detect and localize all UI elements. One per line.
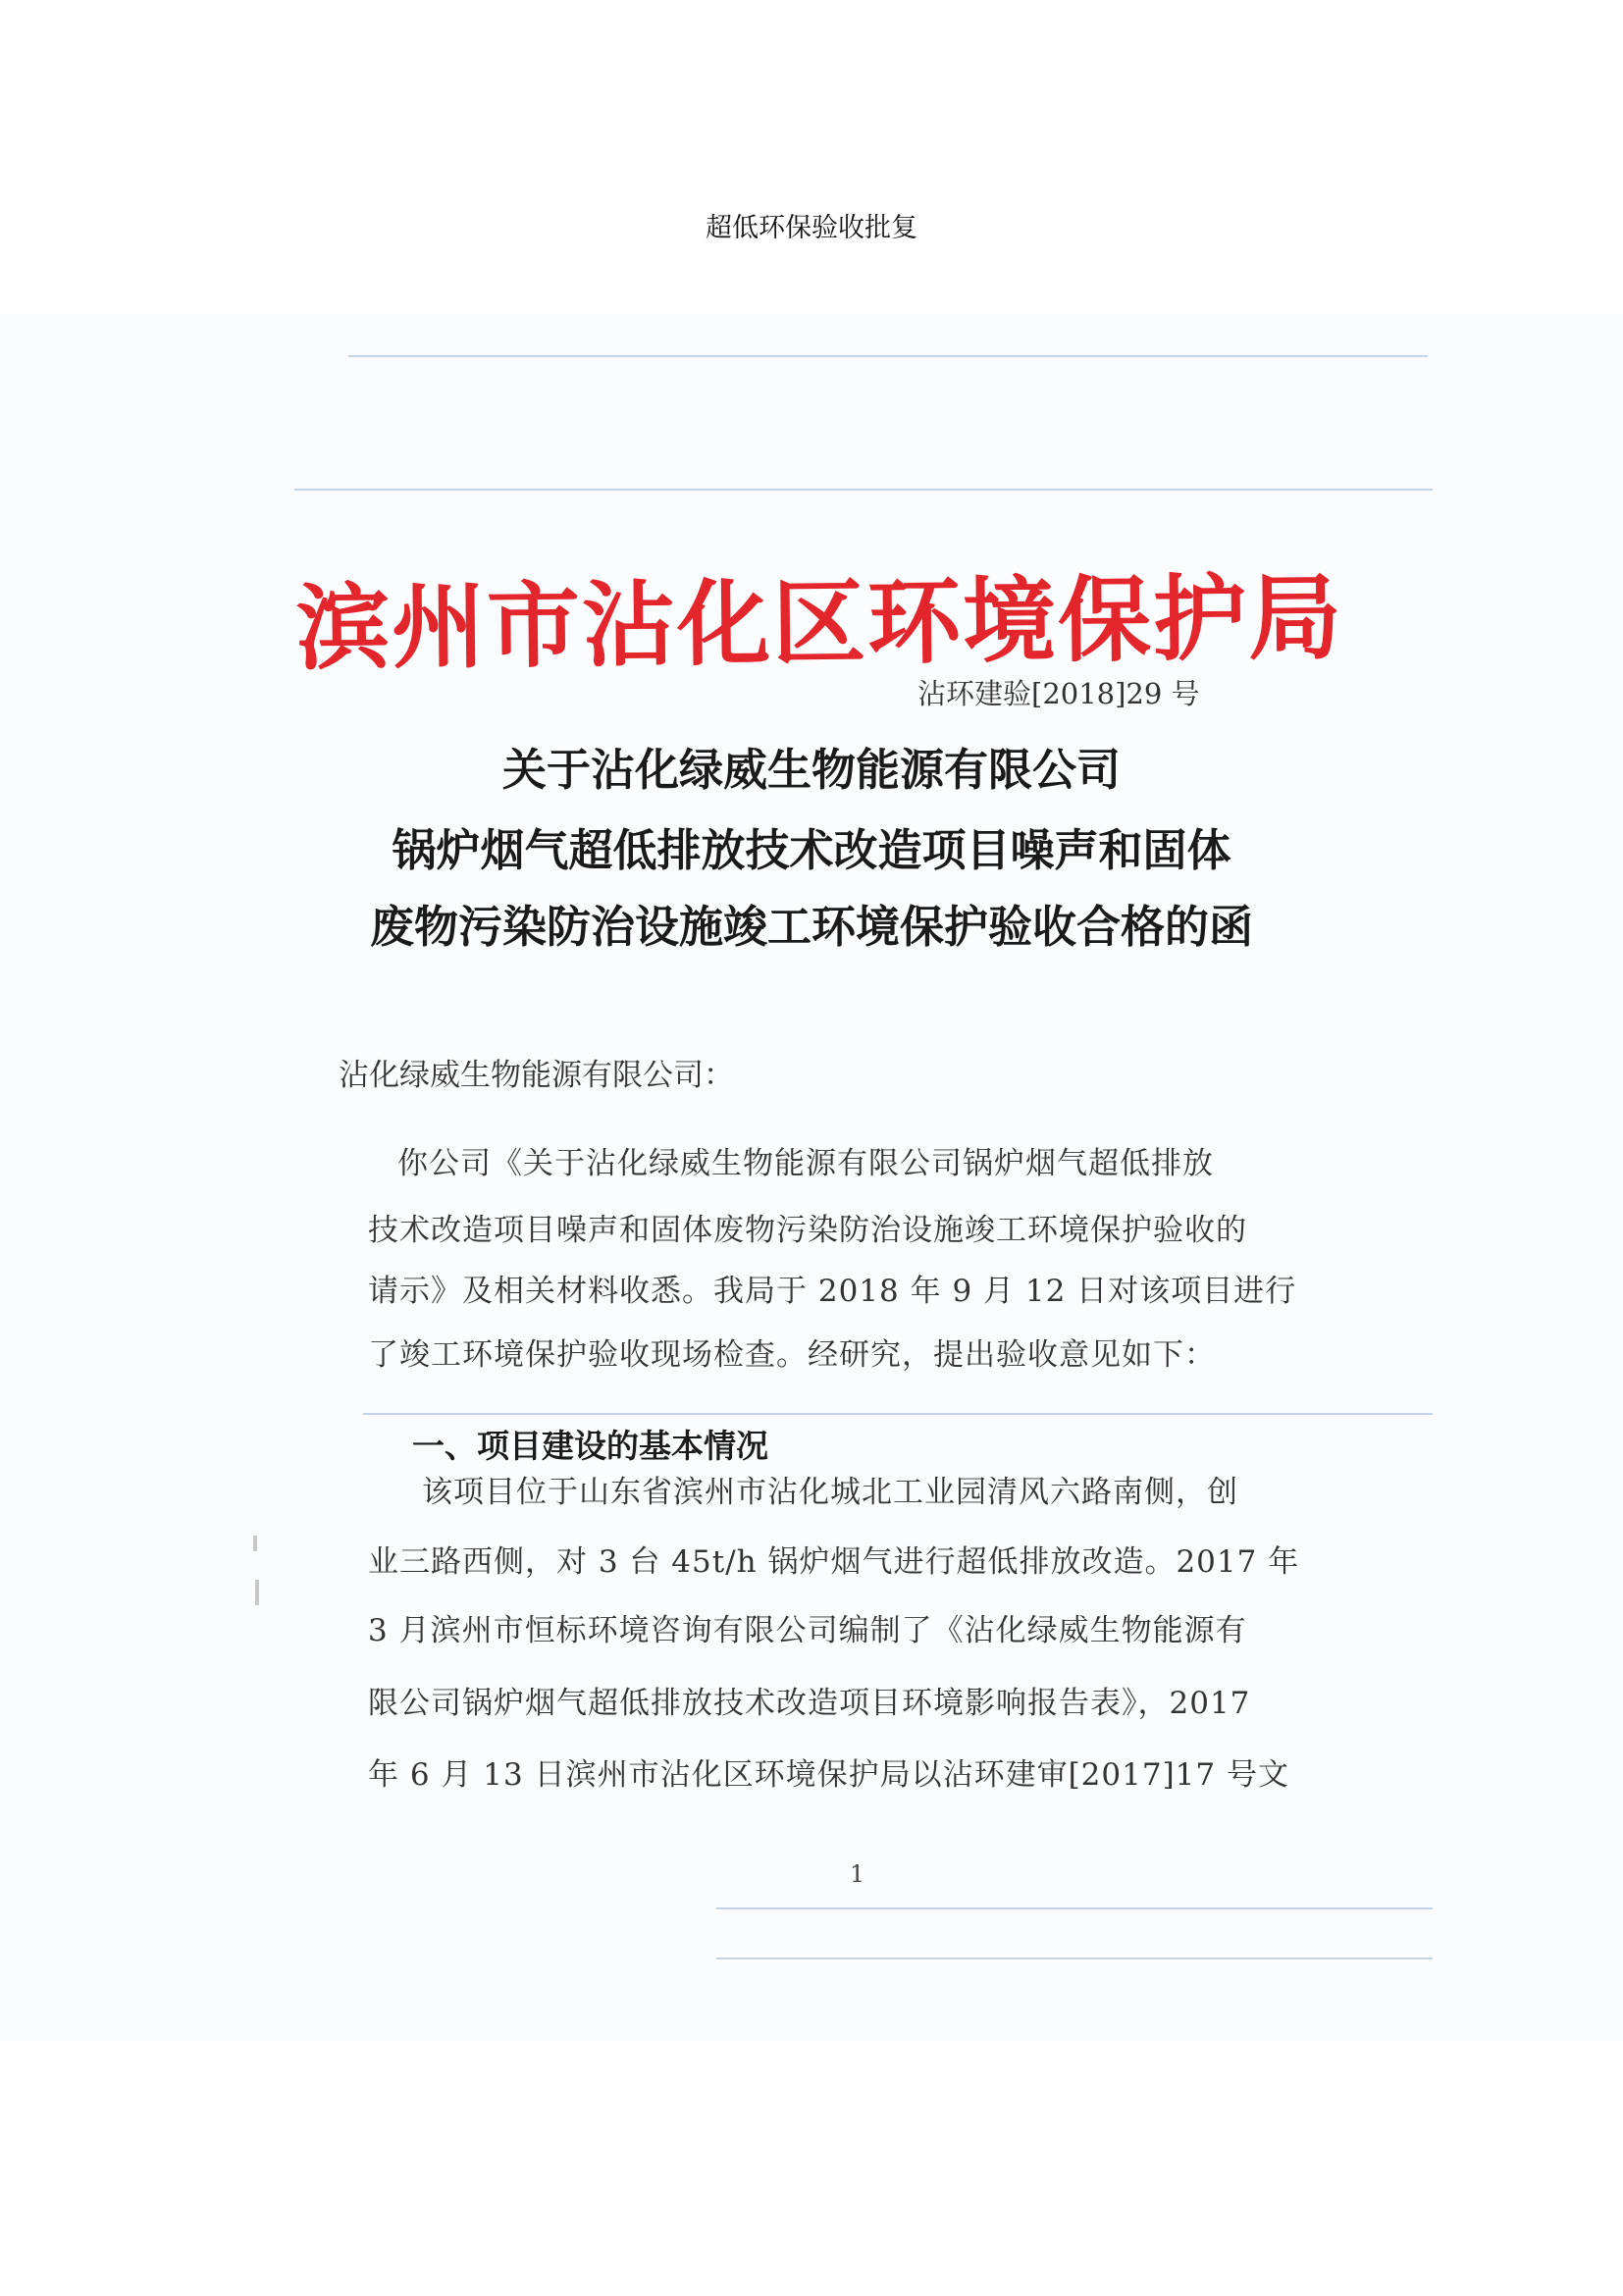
salutation: 沾化绿威生物能源有限公司： bbox=[339, 1058, 734, 1093]
scan-rule bbox=[294, 489, 1433, 491]
scan-rule bbox=[716, 1907, 1433, 1909]
letter-title-line-1: 关于沾化绿威生物能源有限公司 bbox=[501, 744, 1121, 796]
paragraph-2-line: 限公司锅炉烟气超低排放技术改造项目环境影响报告表》，2017 bbox=[368, 1686, 1251, 1721]
paragraph-2-line: 业三路西侧，对 3 台 45t/h 锅炉烟气进行超低排放改造。2017 年 bbox=[368, 1544, 1300, 1580]
binding-mark bbox=[253, 1536, 257, 1551]
letterhead: 滨州市沾化区环境保护局 bbox=[295, 563, 1344, 684]
paragraph-2-line: 年 6 月 13 日滨州市沾化区环境保护局以沾环建审[2017]17 号文 bbox=[368, 1757, 1289, 1793]
paragraph-1-line: 你公司《关于沾化绿威生物能源有限公司锅炉烟气超低排放 bbox=[397, 1146, 1214, 1181]
paragraph-1-line: 请示》及相关材料收悉。我局于 2018 年 9 月 12 日对该项目进行 bbox=[368, 1274, 1297, 1309]
scan-rule bbox=[363, 1413, 1433, 1415]
page-header: 超低环保验收批复 bbox=[706, 213, 917, 243]
paragraph-1-line: 了竣工环境保护验收现场检查。经研究，提出验收意见如下： bbox=[368, 1337, 1216, 1373]
document-number: 沾环建验[2018]29 号 bbox=[917, 677, 1200, 710]
letter-title-line-2: 锅炉烟气超低排放技术改造项目噪声和固体 bbox=[392, 824, 1231, 876]
section-heading: 一、项目建设的基本情况 bbox=[412, 1427, 768, 1465]
page-number: 1 bbox=[850, 1860, 865, 1888]
scan-rule bbox=[716, 1957, 1433, 1959]
letter-title-line-3: 废物污染防治设施竣工环境保护验收合格的函 bbox=[369, 901, 1253, 953]
binding-mark bbox=[255, 1580, 259, 1605]
paragraph-2-line: 该项目位于山东省滨州市沾化城北工业园清风六路南侧，创 bbox=[422, 1475, 1238, 1510]
scan-rule bbox=[348, 355, 1428, 357]
paragraph-2-line: 3 月滨州市恒标环境咨询有限公司编制了《沾化绿威生物能源有 bbox=[368, 1613, 1247, 1648]
paragraph-1-line: 技术改造项目噪声和固体废物污染防治设施竣工环境保护验收的 bbox=[368, 1213, 1247, 1248]
